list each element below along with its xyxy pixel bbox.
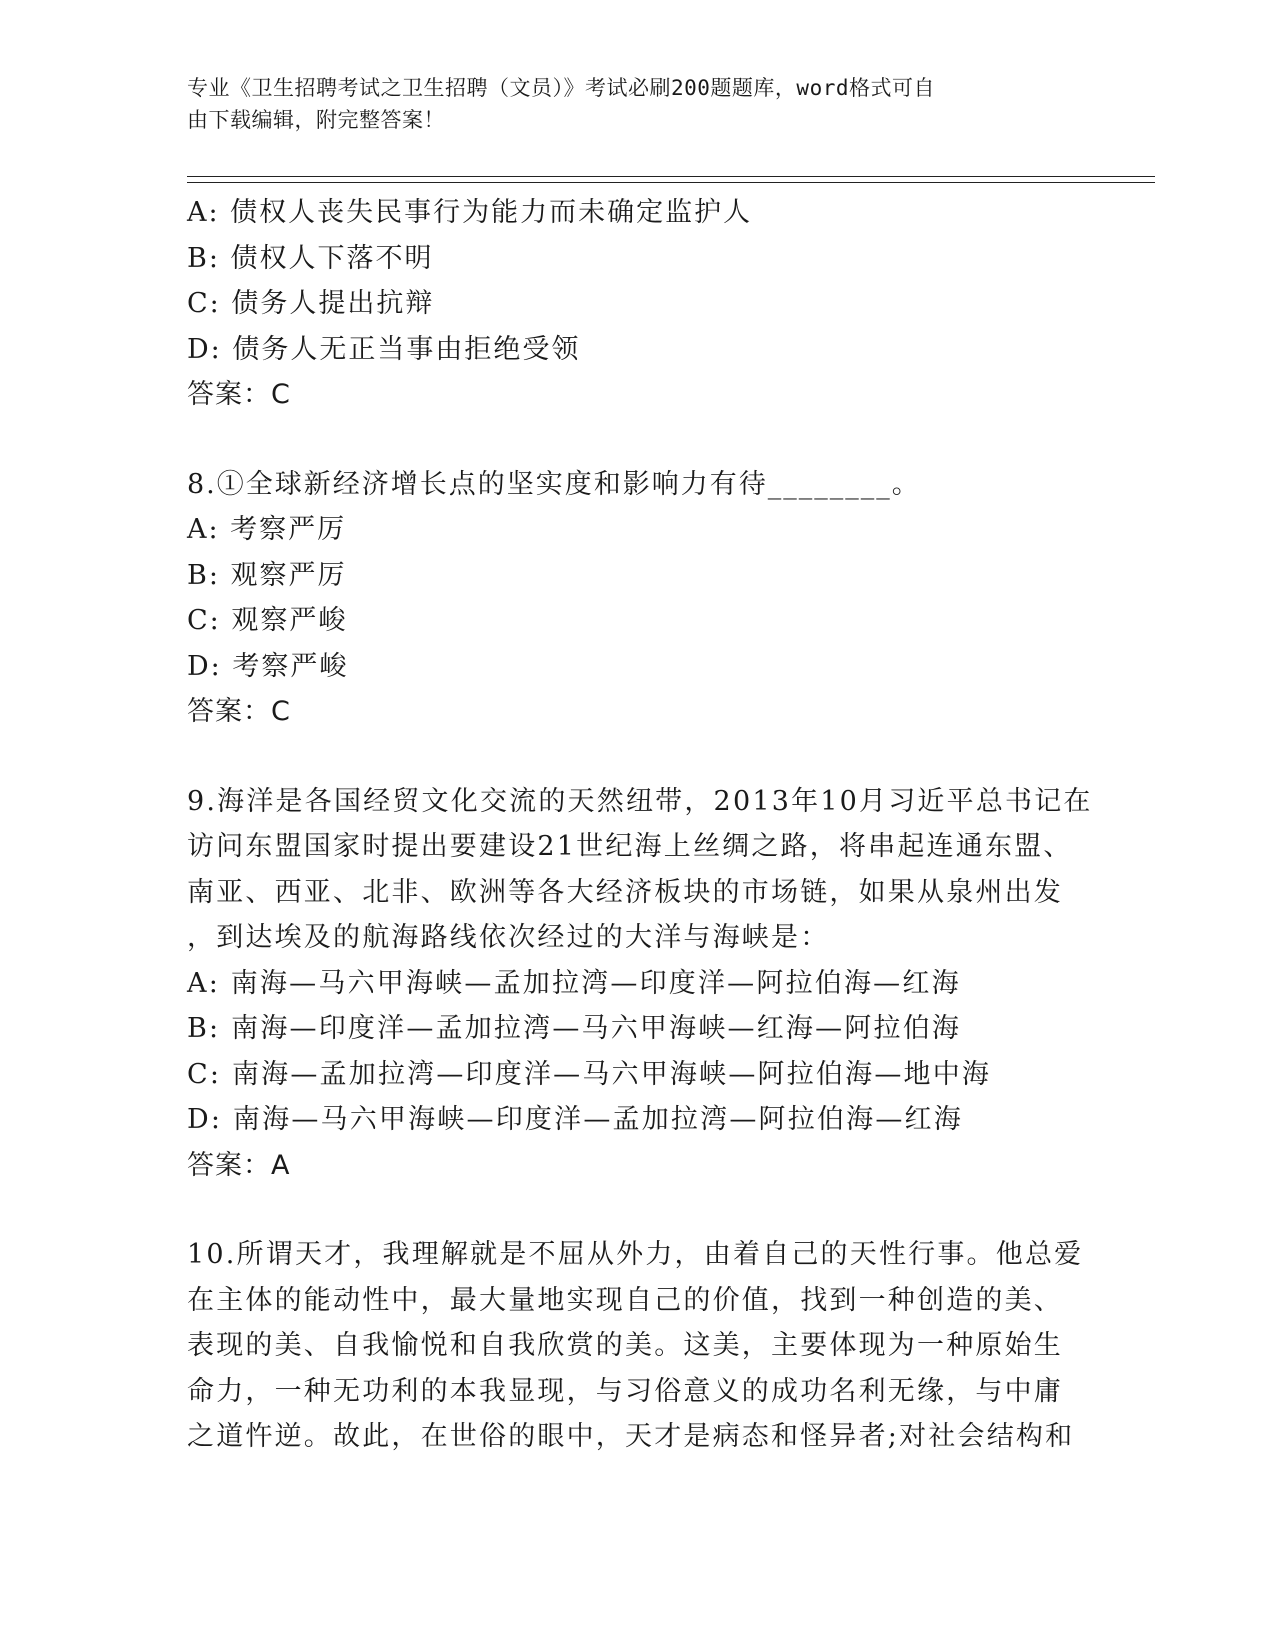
option-b: B: 观察严厉 (187, 559, 347, 591)
option-c: C: 南海—孟加拉湾—印度洋—马六甲海峡—阿拉伯海—地中海 (187, 1058, 992, 1090)
question-stem-line: ，到达埃及的航海路线依次经过的大洋与海峡是： (187, 922, 830, 953)
question-stem: 8.①全球新经济增长点的坚实度和影响力有待________。 (187, 468, 921, 500)
option-c: C: 债务人提出抗辩 (187, 288, 435, 319)
question-stem-line: 之道忤逆。故此，在世俗的眼中，天才是病态和怪异者;对社会结构和 (187, 1421, 1075, 1452)
question-stem-line: 访问东盟国家时提出要建设21世纪海上丝绸之路，将串起连通东盟、 (187, 831, 1073, 862)
option-a: A: 南海—马六甲海峡—孟加拉湾—印度洋—阿拉伯海—红海 (187, 967, 961, 999)
document-body (187, 190, 1093, 1460)
option-b: B: 债权人下落不明 (187, 242, 434, 274)
option-a: A: 考察严厉 (187, 514, 347, 545)
option-c: C: 观察严峻 (187, 605, 348, 636)
option-d: D: 考察严峻 (187, 650, 349, 682)
question-7 (187, 190, 1087, 418)
answer-line: 答案：A (187, 1149, 291, 1181)
header-divider-bottom (187, 182, 1155, 183)
question-stem-line: 南亚、西亚、北非、欧洲等各大经济板块的市场链，如果从泉州出发 (187, 876, 1063, 908)
header-line-1: 专业《卫生招聘考试之卫生招聘（文员）》考试必刷200题题库，word格式可自 (187, 76, 935, 100)
question-stem-line: 在主体的能动性中，最大量地实现自己的价值，找到一种创造的美、 (187, 1284, 1063, 1316)
answer-line: 答案：C (187, 379, 291, 410)
option-d: D: 南海—马六甲海峡—印度洋—孟加拉湾—阿拉伯海—红海 (187, 1104, 963, 1135)
document-header (187, 72, 1067, 136)
option-b: B: 南海—印度洋—孟加拉湾—马六甲海峡—红海—阿拉伯海 (187, 1013, 962, 1044)
answer-line: 答案：C (187, 696, 291, 727)
question-stem-line: 表现的美、自我愉悦和自我欣赏的美。这美，主要体现为一种原始生 (187, 1330, 1063, 1361)
question-stem-line: 9.海洋是各国经贸文化交流的天然纽带，2013年10月习近平总书记在 (187, 785, 1093, 817)
header-divider-top (187, 176, 1155, 177)
question-stem-line: 命力，一种无功利的本我显现，与习俗意义的成功名利无缘，与中庸 (187, 1375, 1063, 1407)
option-d: D: 债务人无正当事由拒绝受领 (187, 333, 581, 365)
question-8 (187, 462, 1087, 735)
option-a: A: 债权人丧失民事行为能力而未确定监护人 (187, 197, 753, 228)
question-stem-line: 10.所谓天才，我理解就是不屈从外力，由着自己的天性行事。他总爱 (187, 1239, 1084, 1270)
header-line-2: 由下载编辑，附完整答案！ (187, 108, 445, 132)
question-9 (187, 779, 1093, 1189)
question-10 (187, 1232, 1087, 1460)
